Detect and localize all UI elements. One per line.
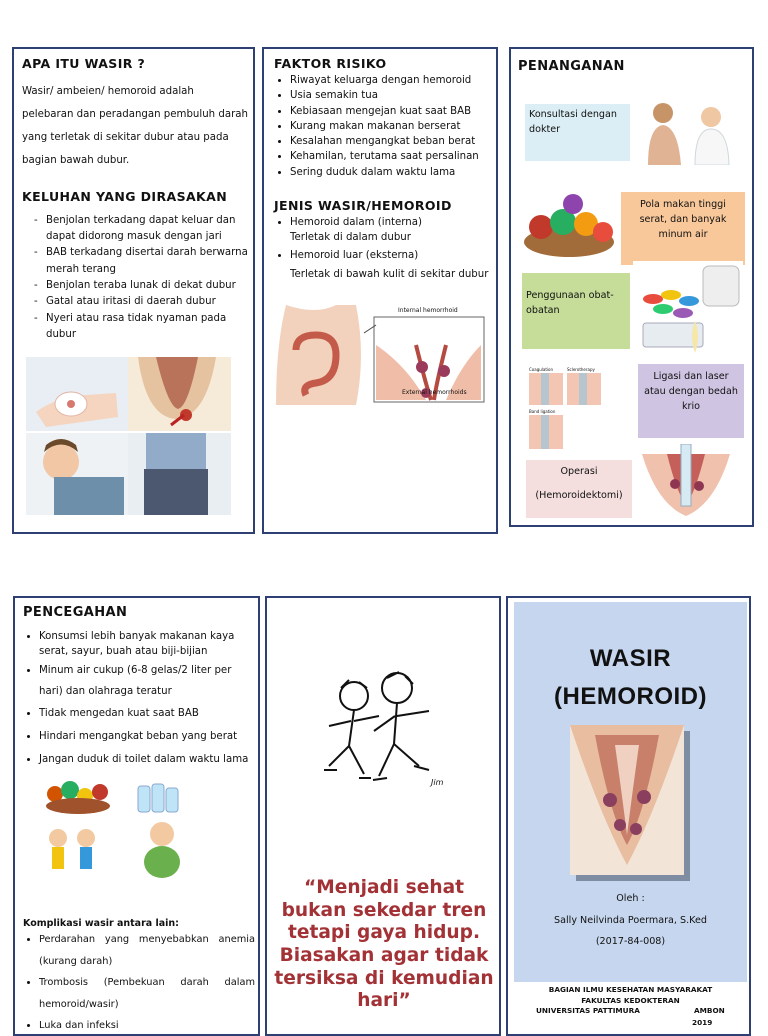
- prevention-illustrations: [40, 776, 200, 894]
- cover-hemorrhoid-image: [570, 725, 684, 875]
- doctor-consult-photo: [633, 97, 737, 165]
- treatment-text: Operasi (Hemoroidektomi): [535, 466, 623, 501]
- list-item: • Hindari mengangkat beban yang berat: [39, 730, 255, 745]
- panel-risk-factors: [262, 47, 498, 534]
- panel-quote: [265, 596, 501, 1036]
- treatment-diet: [621, 192, 745, 265]
- list-item: • Riwayat keluarga dengan hemoroid: [290, 73, 492, 88]
- list-item: - Nyeri atau rasa tidak nyaman pada dubur: [34, 311, 248, 344]
- list-item: • Perdarahan yang menyebabkan anemia (kurang darah): [39, 929, 255, 972]
- treatment-text: Ligasi dan laser atau dengan bedah krio: [644, 371, 738, 412]
- list-item: [290, 215, 492, 246]
- panel-what-is-hemorrhoid: [12, 47, 255, 534]
- list-item: - BAB terkadang disertai darah berwarna merah terang: [34, 245, 248, 278]
- list-item: • Luka dan infeksi: [39, 1015, 255, 1036]
- title-line-1: WASIR: [589, 645, 672, 672]
- type-desc: Terletak di dalam dubur: [290, 232, 411, 244]
- list-item: • Konsumsi lebih banyak makanan kaya serat, sayur, buah atau biji-bijian: [39, 630, 255, 660]
- list-item: - Benjolan terkadang dapat keluar dan dapat didorong masuk dengan jari: [34, 213, 248, 246]
- heading-complaints: KELUHAN YANG DIRASAKAN: [22, 188, 228, 204]
- author-name: Sally Neilvinda Poermara, S.Ked: [554, 914, 707, 926]
- artist-signature: Jim: [431, 778, 444, 787]
- hemorrhoid-anatomy-diagram: [276, 305, 488, 405]
- treatment-ligation: [638, 364, 744, 438]
- quote-text: “Menjadi sehat bukan sekedar tren tetapi gaya hidup. Biasakan agar tidak tersiksa di kemudian hari”: [274, 877, 494, 1012]
- heading-complications: Komplikasi wasir antara lain:: [23, 918, 179, 929]
- complaints-list: [22, 213, 248, 344]
- list-item: • Jangan duduk di toilet dalam waktu lama: [39, 753, 255, 768]
- treatment-text: Konsultasi dengan dokter: [529, 109, 617, 135]
- department: BAGIAN ILMU KESEHATAN MASYARAKAT: [548, 985, 713, 994]
- list-item: • Sering duduk dalam waktu lama: [290, 165, 492, 180]
- list-item: • Kebiasaan mengejan kuat saat BAB: [290, 104, 492, 119]
- surgery-photo: [637, 444, 735, 520]
- label-internal-hemorrhoid: Internal hemorrhoid: [398, 307, 458, 314]
- treatment-surgery: [526, 460, 632, 518]
- complications-list: [23, 929, 255, 1036]
- title-line-2: (HEMOROID): [554, 683, 707, 711]
- risk-list: [274, 73, 492, 180]
- type-desc: Terletak di bawah kulit di sekitar dubur: [290, 269, 489, 281]
- treatment-text: Pola makan tinggi serat, dan banyak minum air: [639, 199, 727, 240]
- heading-what-is: APA ITU WASIR ?: [22, 56, 146, 71]
- label-sclerotherapy: Sclerotherapy: [567, 367, 595, 372]
- label-band-ligation: Band ligation: [529, 409, 556, 414]
- faculty: FAKULTAS KEDOKTERAN: [581, 995, 680, 1005]
- year: 2019: [692, 1018, 713, 1027]
- complaint-illustration: [26, 357, 231, 515]
- heading-prevention: PENCEGAHAN: [23, 605, 128, 620]
- heading-treatment: PENANGANAN: [518, 59, 625, 74]
- list-item: • Kesalahan mengangkat beban berat: [290, 134, 492, 149]
- author-block: [508, 888, 751, 953]
- healthy-food-photo: [521, 182, 619, 260]
- list-item: • Minum air cukup (6-8 gelas/2 liter per hari) dan olahraga teratur: [39, 660, 255, 704]
- list-item: • Kurang makan makanan berserat: [290, 119, 492, 134]
- procedure-diagrams: [527, 367, 603, 453]
- definition-text: Wasir/ ambeien/ hemoroid adalah pelebaran dan peradangan pembuluh darah yang terletak di sekitar dubur atau pada bagian bawah dubur.: [22, 86, 248, 166]
- list-item: • Trombosis (Pembekuan darah dalam hemoroid/wasir): [39, 972, 255, 1015]
- institution-block: [508, 985, 751, 1027]
- panel-prevention: [13, 596, 260, 1036]
- pills-photo: [633, 261, 743, 359]
- list-item: - Gatal atau iritasi di daerah dubur: [34, 294, 248, 310]
- by-label: Oleh :: [616, 893, 645, 904]
- student-id: (2017-84-008): [595, 936, 666, 948]
- treatment-medication: [522, 273, 630, 349]
- types-list: [274, 215, 492, 284]
- label-coagulation: Coagulation: [529, 367, 553, 372]
- treatment-consult: [525, 104, 630, 161]
- cover-panel: [506, 596, 751, 1036]
- heading-types: JENIS WASIR/HEMOROID: [274, 198, 452, 214]
- label-external-hemorrhoids: External hemorrhoids: [402, 389, 467, 396]
- city: AMBON: [694, 1006, 725, 1016]
- type-name: Hemoroid luar (eksterna): [290, 249, 419, 261]
- list-item: [290, 246, 492, 285]
- list-item: - Benjolan teraba lunak di dekat dubur: [34, 278, 248, 294]
- type-name: Hemoroid dalam (interna): [290, 217, 422, 229]
- panel-treatment: [509, 47, 754, 527]
- heading-risk-factors: FAKTOR RISIKO: [274, 56, 387, 71]
- treatment-text: Penggunaan obat-obatan: [526, 290, 614, 316]
- prevention-list: [23, 630, 255, 768]
- list-item: • Kehamilan, terutama saat persalinan: [290, 149, 492, 164]
- running-kids-illustration: [309, 666, 459, 796]
- university: UNIVERSITAS PATTIMURA: [536, 1006, 640, 1016]
- list-item: • Tidak mengedan kuat saat BAB: [39, 707, 255, 722]
- list-item: • Usia semakin tua: [290, 88, 492, 103]
- cover-title: [508, 640, 751, 717]
